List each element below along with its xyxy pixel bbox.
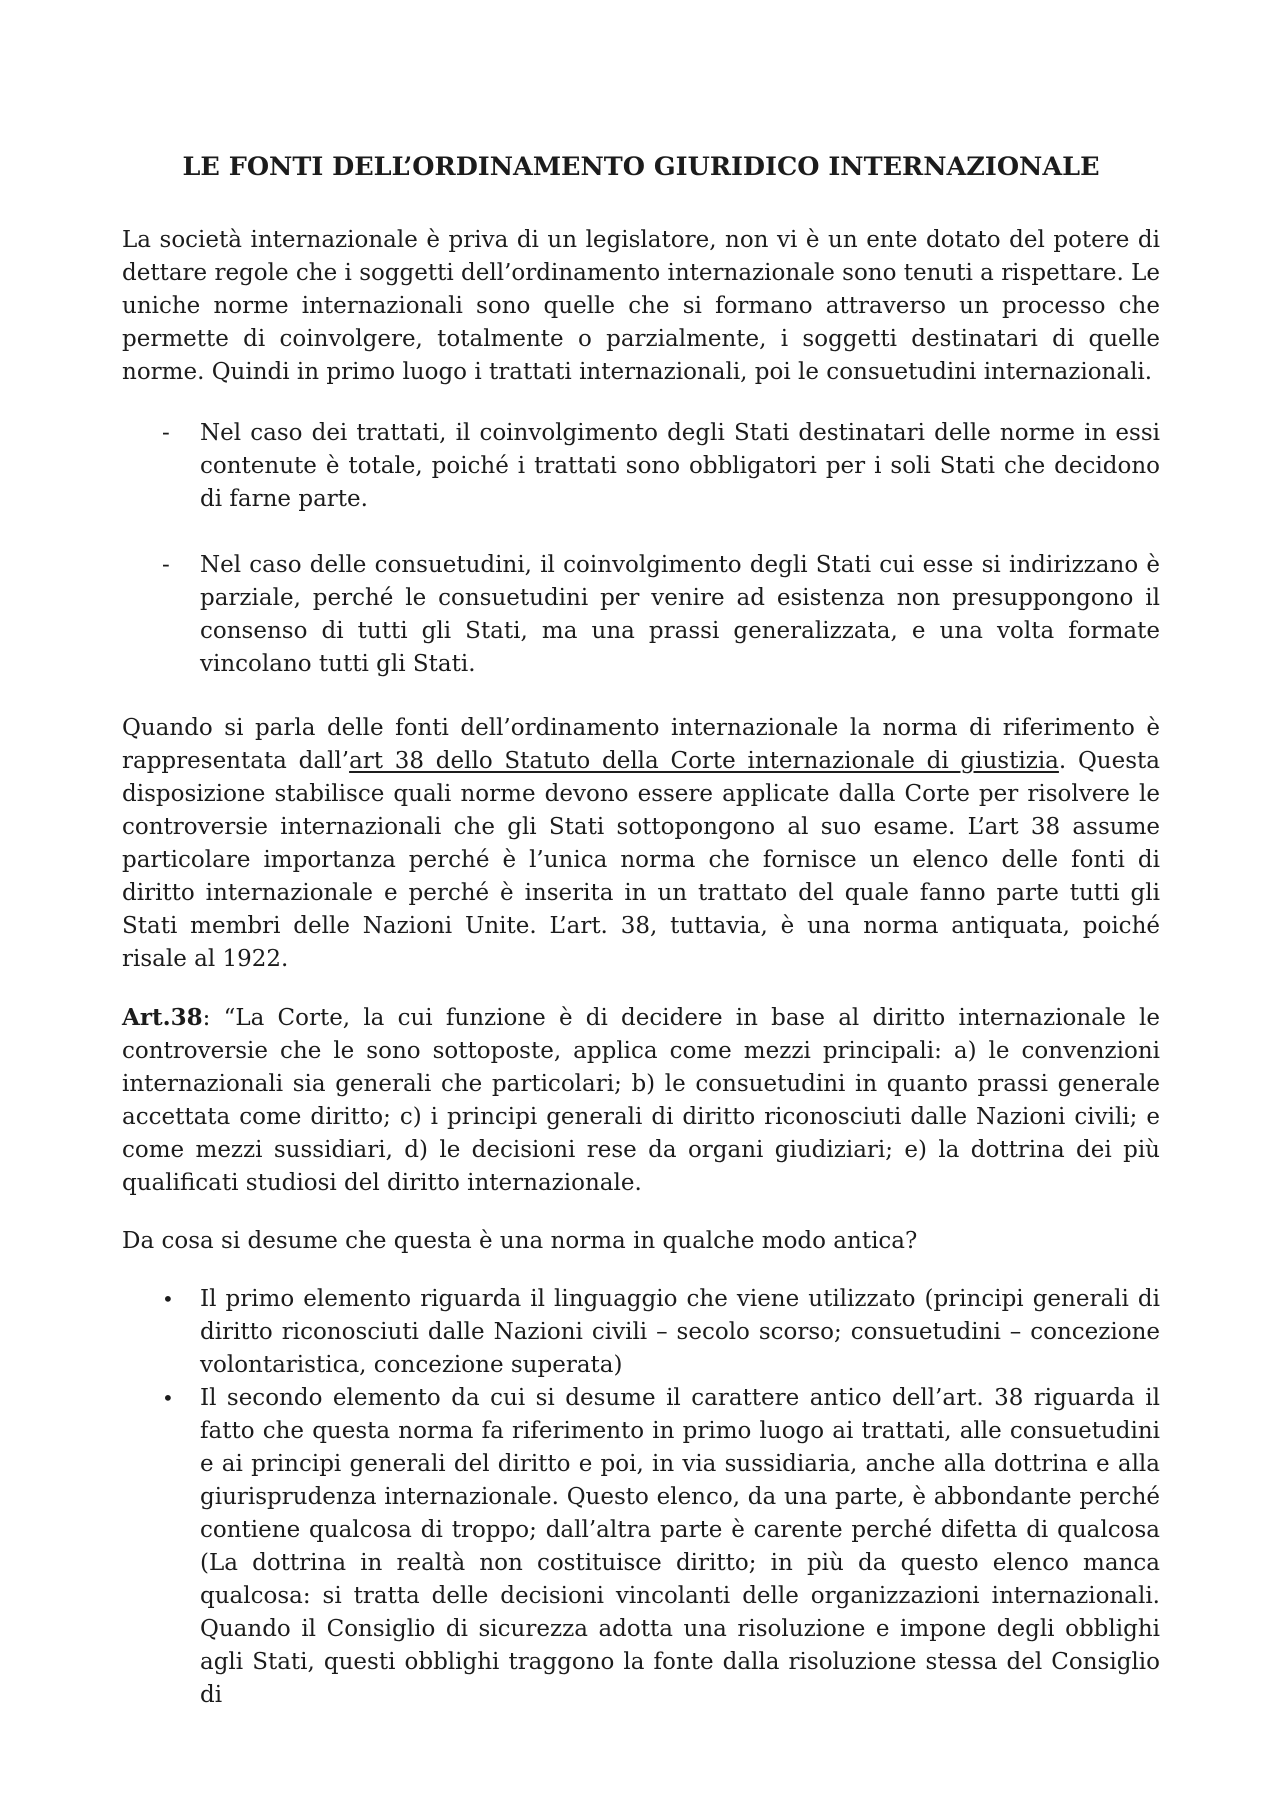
dash-item-text: Nel caso dei trattati, il coinvolgimento degli Stati destinatari delle norme in essi contenute è totale, poiché i trattati sono obbligatori per i soli Stati che decidono di farne parte. — [200, 420, 1160, 512]
bullet-item-text: Il primo elemento riguarda il linguaggio che viene utilizzato (principi generali di diritto riconosciuti dalle Nazioni civili – secolo scorso; consuetudini – concezione volontaristica, concezione superata) — [200, 1286, 1160, 1378]
article-reference-paragraph — [122, 712, 1160, 976]
dash-list-item — [122, 549, 1160, 681]
bullet-marker: • — [162, 1386, 174, 1410]
article-38-quote — [122, 1001, 1160, 1200]
dash-item-text: Nel caso delle consuetudini, il coinvolgimento degli Stati cui esse si indirizzano è parziale, perché le consuetudini per venire ad esistenza non presuppongono il consenso di tutti gli Stati, ma una prassi generalizzata, e una volta formate vincolano tutti gli Stati. — [200, 552, 1160, 677]
document-title: LE FONTI DELL’ORDINAMENTO GIURIDICO INTERNAZIONALE — [182, 152, 1100, 182]
para2-text-before: Quando si parla delle fonti dell’ordinamento internazionale la norma di riferimento è rappresentata dall’ — [122, 715, 1160, 774]
bullet-item-text: Il secondo elemento da cui si desume il carattere antico dell’art. 38 riguarda il fatto che questa norma fa riferimento in primo luogo ai trattati, alle consuetudini e ai principi generali del diritto e poi, in via sussidiaria, anche alla dottrina e alla giurisprudenza internazionale. Questo elenco, da una parte, è abbondante perché contiene qualcosa di troppo; dall’altra parte è carente perché difetta di qualcosa (La dottrina in realtà non costituisce diritto; in più da questo elenco manca qualcosa: si tratta delle decisioni vincolanti delle organizzazioni internazionali. Quando il Consiglio di sicurezza adotta una risoluzione e impone degli obblighi agli Stati, questi obblighi traggono la fonte dalla risoluzione stessa del Consiglio di — [200, 1385, 1160, 1708]
bullet-list — [122, 1283, 1160, 1712]
dash-list-item — [122, 417, 1160, 516]
bullet-list-item — [122, 1382, 1160, 1712]
dash-marker: - — [162, 552, 170, 578]
article-label: Art.38 — [122, 1004, 203, 1031]
intro-paragraph: La società internazionale è priva di un legislatore, non vi è un ente dotato del potere di dettare regole che i soggetti dell’ordinamento internazionale sono tenuti a rispettare. Le uniche norme internazionali sono quelle che si formano attraverso un processo che permette di coinvolgere, totalmente o parzialmente, i soggetti destinatari di quelle norme. Quindi in primo luogo i trattati internazionali, poi le consuetudini internazionali. — [122, 227, 1160, 385]
bullet-list-item — [122, 1283, 1160, 1382]
article-text: : “La Corte, la cui funzione è di decidere in base al diritto internazionale le controversie che le sono sottoposte, applica come mezzi principali: a) le convenzioni internazionali sia generali che particolari; b) le consuetudini in quanto prassi generale accettata come diritto; c) i principi generali di diritto riconosciuti dalle Nazioni civili; e come mezzi sussidiari, d) le decisioni rese da organi giudiziari; e) la dottrina dei più qualificati studiosi del diritto internazionale. — [122, 1005, 1160, 1196]
dash-marker: - — [162, 420, 170, 446]
dash-list — [122, 417, 1160, 681]
question-paragraph: Da cosa si desume che questa è una norma in qualche modo antica? — [122, 1228, 918, 1254]
bullet-marker: • — [162, 1287, 174, 1311]
para2-text-after: . Questa disposizione stabilisce quali norme devono essere applicate dalla Corte per risolvere le controversie internazionali che gli Stati sottopongono al suo esame. L’art 38 assume particolare importanza perché è l’unica norma che fornisce un elenco delle fonti di diritto internazionale e perché è inserita in un trattato del quale fanno parte tutti gli Stati membri delle Nazioni Unite. L’art. 38, tuttavia, è una norma antiquata, poiché risale al 1922. — [122, 748, 1160, 972]
article-38-reference: art 38 dello Statuto della Corte internazionale di giustizia — [349, 748, 1059, 774]
